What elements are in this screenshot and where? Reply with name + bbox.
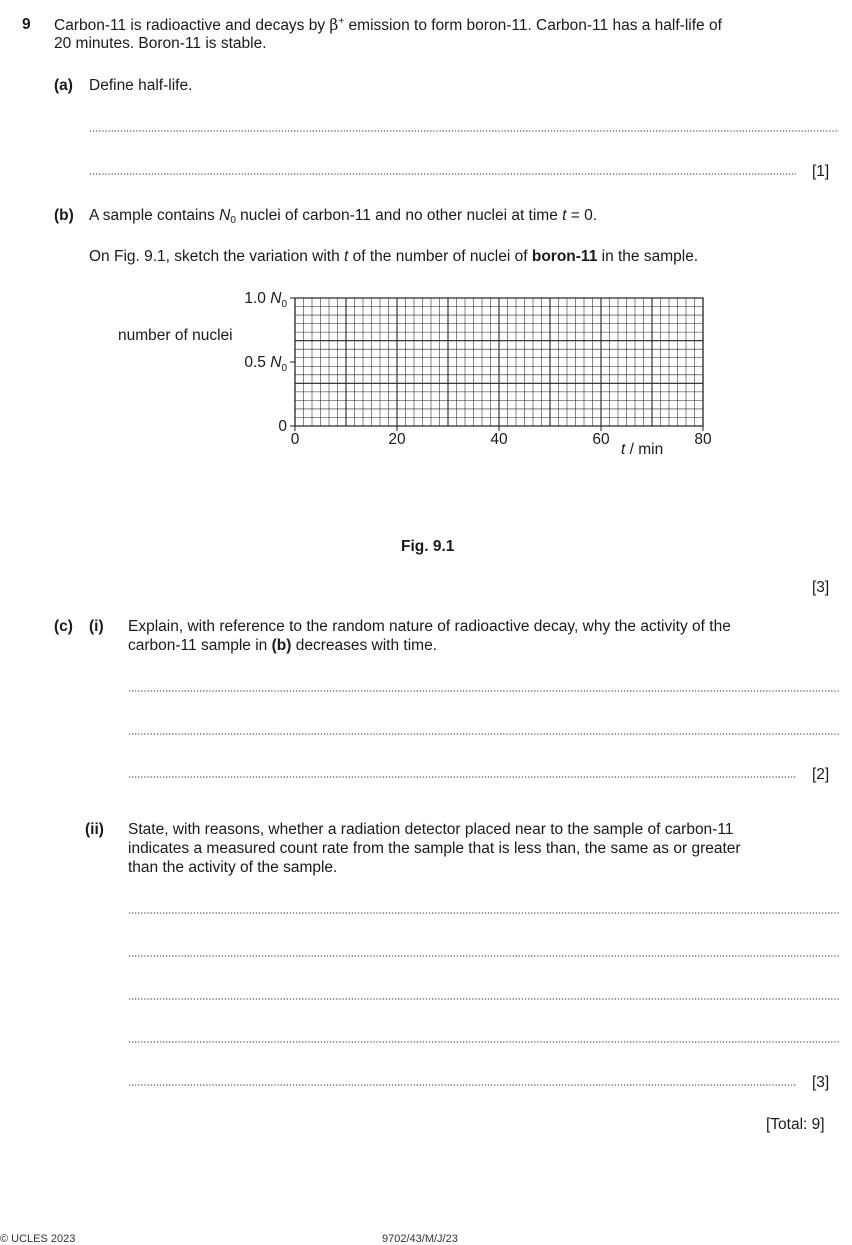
instr-c: in the sample. bbox=[597, 248, 699, 265]
question-total: [Total: 9] bbox=[766, 1116, 825, 1133]
part-c-ii-line2: indicates a measured count rate from the sample that is less than, the same as or greater bbox=[128, 840, 741, 857]
y-tick-label: 0.5 $N_0$ bbox=[244, 354, 287, 374]
question-intro-line2: 20 minutes. Boron-11 is stable. bbox=[54, 35, 267, 52]
answer-line-cii2[interactable] bbox=[128, 955, 839, 957]
answer-line-ci1[interactable] bbox=[128, 690, 839, 692]
part-b-text-a: A sample contains bbox=[89, 207, 220, 224]
question-intro-line1 bbox=[54, 16, 722, 35]
beta-plus: + bbox=[338, 16, 345, 27]
x-tick-label: 80 bbox=[694, 431, 712, 448]
i-line2-b: decreases with time. bbox=[291, 637, 437, 654]
answer-line-cii1[interactable] bbox=[128, 912, 839, 914]
i-line2-a: carbon-11 sample in bbox=[128, 637, 272, 654]
beta-symbol: β bbox=[329, 16, 339, 34]
x-tick-label: 60 bbox=[592, 431, 610, 448]
y-axis-label: number of nuclei bbox=[118, 327, 233, 344]
x-axis-label-unit: / min bbox=[625, 441, 664, 458]
part-c-i-line1: Explain, with reference to the random nature of radioactive decay, why the activity of the bbox=[128, 618, 731, 635]
n0-subscript: 0 bbox=[230, 215, 236, 226]
answer-line-ci2[interactable] bbox=[128, 733, 839, 735]
figure-caption: Fig. 9.1 bbox=[401, 538, 455, 555]
part-c-i-line2 bbox=[128, 637, 437, 655]
answer-line-ci3[interactable] bbox=[128, 776, 796, 778]
n0-symbol: N bbox=[219, 207, 231, 224]
part-b-text bbox=[89, 207, 597, 226]
instr-bold: boron-11 bbox=[531, 248, 598, 265]
part-a-label: (a) bbox=[54, 77, 73, 94]
x-axis-label bbox=[621, 441, 663, 458]
part-c-label: (c) bbox=[54, 618, 73, 635]
part-b-label: (b) bbox=[54, 207, 74, 224]
x-axis-label-var: t bbox=[621, 441, 626, 458]
instr-t: t bbox=[344, 248, 349, 265]
i-line2-bold: (b) bbox=[271, 637, 292, 654]
part-a-mark: [1] bbox=[812, 163, 830, 180]
part-c-ii-line1: State, with reasons, whether a radiation detector placed near to the sample of carbon-11 bbox=[128, 821, 734, 838]
y-tick-label: 1.0 $N_0$ bbox=[244, 290, 287, 310]
answer-line-cii5[interactable] bbox=[128, 1084, 796, 1086]
y-tick-label: 0 bbox=[278, 418, 287, 435]
x-tick-label: 0 bbox=[290, 431, 300, 448]
part-a-text: Define half-life. bbox=[89, 77, 193, 94]
x-tick-label: 40 bbox=[490, 431, 508, 448]
answer-line-cii4[interactable] bbox=[128, 1041, 839, 1043]
part-b-text-c: = 0. bbox=[566, 207, 598, 224]
fig-9-1-graph[interactable] bbox=[118, 283, 720, 463]
instr-a: On Fig. 9.1, sketch the variation with bbox=[89, 248, 345, 265]
part-b-mark: [3] bbox=[812, 579, 830, 596]
x-tick-label: 20 bbox=[388, 431, 406, 448]
instr-b: of the number of nuclei of bbox=[348, 248, 532, 265]
footer-code: 9702/43/M/J/23 bbox=[382, 1233, 458, 1245]
part-b-text-b: nuclei of carbon-11 and no other nuclei at time bbox=[235, 207, 563, 224]
intro-text-b: emission to form boron-11. Carbon-11 has a half-life of bbox=[344, 17, 722, 34]
y-tick-labels bbox=[244, 290, 295, 435]
graph-grid[interactable] bbox=[295, 298, 703, 426]
part-c-i-label: (i) bbox=[89, 618, 104, 635]
t-symbol: t bbox=[562, 207, 567, 224]
footer-copyright: © UCLES 2023 bbox=[0, 1233, 76, 1245]
part-c-ii-line3: than the activity of the sample. bbox=[128, 859, 338, 876]
part-c-ii-label: (ii) bbox=[85, 821, 104, 838]
intro-text-a: Carbon-11 is radioactive and decays by bbox=[54, 17, 330, 34]
part-c-ii-mark: [3] bbox=[812, 1074, 830, 1091]
part-c-i-mark: [2] bbox=[812, 766, 830, 783]
answer-line-a2[interactable] bbox=[89, 173, 796, 175]
part-b-instruction bbox=[89, 248, 698, 266]
answer-line-cii3[interactable] bbox=[128, 998, 839, 1000]
question-number: 9 bbox=[22, 16, 31, 33]
answer-line-a1[interactable] bbox=[89, 130, 839, 132]
